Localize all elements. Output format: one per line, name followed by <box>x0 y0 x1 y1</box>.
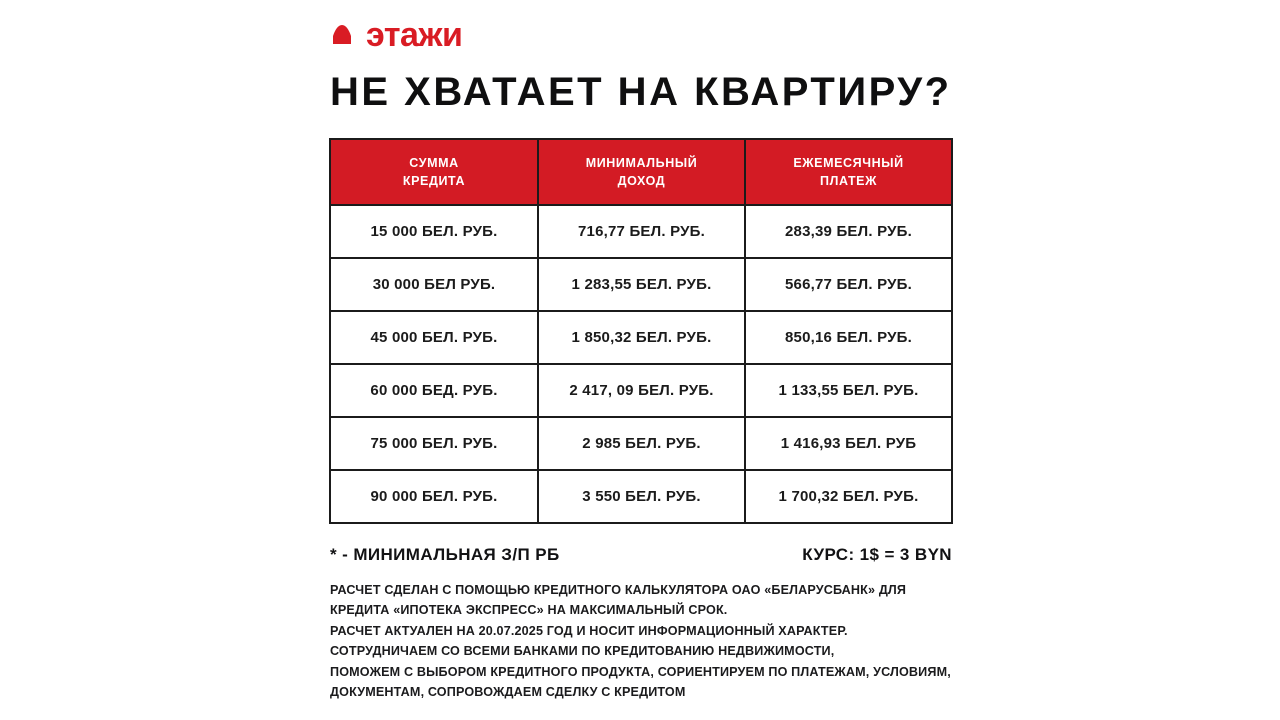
table-row <box>330 258 952 311</box>
cell-credit-sum: 90 000 БЕЛ. РУБ. <box>330 470 538 523</box>
table-header-row <box>330 139 952 205</box>
cell-monthly-payment: 1 700,32 БЕЛ. РУБ. <box>745 470 952 523</box>
brand-name: этажи <box>366 16 463 54</box>
cell-monthly-payment: 566,77 БЕЛ. РУБ. <box>745 258 952 311</box>
disclaimer-line: СОТРУДНИЧАЕМ СО ВСЕМИ БАНКАМИ ПО КРЕДИТОВАНИЮ НЕДВИЖИМОСТИ, <box>330 644 835 659</box>
house-roof-icon <box>328 22 356 48</box>
table-row <box>330 311 952 364</box>
cell-credit-sum: 60 000 БЕД. РУБ. <box>330 364 538 417</box>
credit-table <box>329 138 953 524</box>
disclaimer-line: ПОМОЖЕМ С ВЫБОРОМ КРЕДИТНОГО ПРОДУКТА, СОРИЕНТИРУЕМ ПО ПЛАТЕЖАМ, УСЛОВИЯМ, <box>330 664 951 679</box>
table-row <box>330 470 952 523</box>
credit-table-container <box>329 138 951 524</box>
cell-credit-sum: 30 000 БЕЛ РУБ. <box>330 258 538 311</box>
table-row <box>330 417 952 470</box>
cell-credit-sum: 75 000 БЕЛ. РУБ. <box>330 417 538 470</box>
table-row <box>330 364 952 417</box>
disclaimer <box>330 580 960 702</box>
page-title: НЕ ХВАТАЕТ НА КВАРТИРУ? <box>330 70 952 114</box>
column-header-line: СУММА <box>409 156 459 170</box>
table-row <box>330 205 952 258</box>
column-header-line: КРЕДИТА <box>402 174 466 189</box>
cell-monthly-payment: 1 133,55 БЕЛ. РУБ. <box>745 364 952 417</box>
column-header-line: ПЛАТЕЖ <box>819 174 878 189</box>
disclaimer-line: РАСЧЕТ АКТУАЛЕН НА 20.07.2025 ГОД И НОСИТ ИНФОРМАЦИОННЫЙ ХАРАКТЕР. <box>330 623 848 638</box>
disclaimer-line: КРЕДИТА «ИПОТЕКА ЭКСПРЕСС» НА МАКСИМАЛЬНЫЙ СРОК. <box>330 603 728 618</box>
cell-monthly-payment: 850,16 БЕЛ. РУБ. <box>745 311 952 364</box>
cell-min-income: 1 283,55 БЕЛ. РУБ. <box>538 258 745 311</box>
cell-min-income: 3 550 БЕЛ. РУБ. <box>538 470 745 523</box>
cell-credit-sum: 45 000 БЕЛ. РУБ. <box>330 311 538 364</box>
note-min-salary: * - МИНИМАЛЬНАЯ З/П РБ <box>330 545 560 564</box>
column-header-min-income <box>538 139 745 205</box>
note-exchange-rate: КУРС: 1$ = 3 BYN <box>802 545 952 564</box>
disclaimer-line: ДОКУМЕНТАМ, СОПРОВОЖДАЕМ СДЕЛКУ С КРЕДИТОМ <box>330 684 686 699</box>
column-header-credit-sum <box>330 139 538 205</box>
cell-min-income: 2 417, 09 БЕЛ. РУБ. <box>538 364 745 417</box>
column-header-line: ДОХОД <box>617 174 666 189</box>
cell-min-income: 716,77 БЕЛ. РУБ. <box>538 205 745 258</box>
cell-min-income: 1 850,32 БЕЛ. РУБ. <box>538 311 745 364</box>
cell-monthly-payment: 283,39 БЕЛ. РУБ. <box>745 205 952 258</box>
cell-monthly-payment: 1 416,93 БЕЛ. РУБ <box>745 417 952 470</box>
notes-row <box>330 545 952 565</box>
column-header-line: МИНИМАЛЬНЫЙ <box>585 156 698 170</box>
column-header-monthly-payment <box>745 139 952 205</box>
cell-credit-sum: 15 000 БЕЛ. РУБ. <box>330 205 538 258</box>
disclaimer-line: РАСЧЕТ СДЕЛАН С ПОМОЩЬЮ КРЕДИТНОГО КАЛЬКУЛЯТОРА ОАО «БЕЛАРУСБАНК» ДЛЯ <box>330 583 907 597</box>
brand-logo <box>328 18 462 52</box>
cell-min-income: 2 985 БЕЛ. РУБ. <box>538 417 745 470</box>
column-header-line: ЕЖЕМЕСЯЧНЫЙ <box>793 156 904 170</box>
